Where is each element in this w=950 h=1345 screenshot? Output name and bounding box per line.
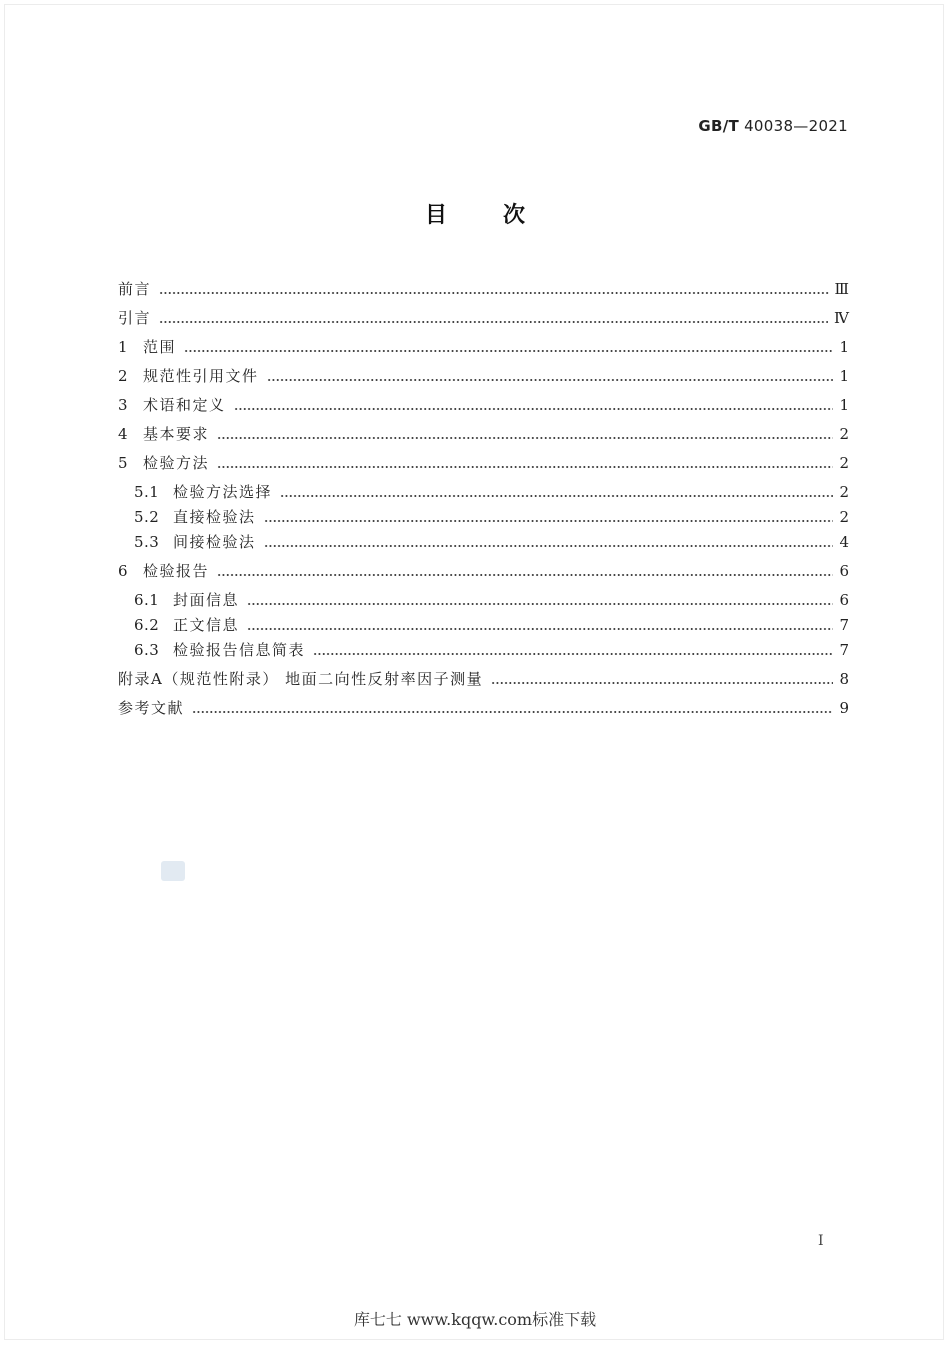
toc-entry-label: 检验方法 <box>143 454 210 472</box>
toc-leader-dots <box>491 669 833 689</box>
toc-entry[interactable] <box>118 698 849 718</box>
toc-entry-page: 2 <box>839 454 849 472</box>
toc-leader-dots <box>313 640 833 660</box>
toc-entry[interactable] <box>118 337 849 357</box>
toc-entry-number: 5.2 <box>134 508 160 526</box>
toc-entry[interactable] <box>118 615 849 635</box>
toc-entry-number: 6.3 <box>134 641 160 659</box>
toc-entry-number: 3 <box>118 396 129 414</box>
toc-entry-label: 规范性引用文件 <box>143 367 259 385</box>
toc-entry-number: 6.1 <box>134 591 160 609</box>
toc-leader-dots <box>234 395 833 415</box>
toc-entry-page: 1 <box>839 396 849 414</box>
toc-entry-number: 5 <box>118 454 129 472</box>
standard-prefix: GB/T <box>698 117 740 135</box>
toc-entry-number: 4 <box>118 425 129 443</box>
toc-entry[interactable] <box>118 453 849 473</box>
toc-entry-label: 检验方法选择 <box>173 483 273 501</box>
toc-entry-number: 6.2 <box>134 616 160 634</box>
toc-entry-page: Ⅳ <box>834 309 849 327</box>
toc-entry[interactable] <box>118 366 849 386</box>
standard-code <box>698 117 848 135</box>
toc-leader-dots <box>184 337 833 357</box>
standard-number: 40038—2021 <box>744 117 848 135</box>
toc-entry-label: 附录A（规范性附录） 地面二向性反射率因子测量 <box>118 670 484 688</box>
toc-entry-label: 直接检验法 <box>173 508 256 526</box>
toc-entry[interactable] <box>118 669 849 689</box>
toc-leader-dots <box>217 561 833 581</box>
toc-leader-dots <box>159 308 828 328</box>
toc-entry-text <box>118 337 176 357</box>
toc-entry-text <box>118 698 184 718</box>
toc-leader-dots <box>217 424 833 444</box>
toc-leader-dots <box>192 698 833 718</box>
toc-leader-dots <box>159 279 829 299</box>
toc-entry-text <box>118 453 209 473</box>
toc-leader-dots <box>264 507 833 527</box>
toc-entry-text <box>118 395 226 415</box>
toc-entry-page: 1 <box>839 367 849 385</box>
toc-entry-page: 2 <box>839 508 849 526</box>
toc-entry[interactable] <box>118 308 849 328</box>
toc-entry-label: 封面信息 <box>173 591 240 609</box>
toc-entry-label: 参考文献 <box>118 699 185 717</box>
toc-entry-text <box>134 640 305 660</box>
toc-leader-dots <box>247 590 833 610</box>
toc-entry-page: 2 <box>839 483 849 501</box>
toc-entry-label: 间接检验法 <box>173 533 256 551</box>
toc-entry-page: 6 <box>839 562 849 580</box>
toc-leader-dots <box>217 453 833 473</box>
toc-entry[interactable] <box>118 532 849 552</box>
toc-entry-text <box>118 279 151 299</box>
toc-entry-label: 基本要求 <box>143 425 210 443</box>
toc-leader-dots <box>247 615 833 635</box>
toc-entry-number: 5.1 <box>134 483 160 501</box>
toc-entry-number: 2 <box>118 367 129 385</box>
toc-entry-label: 范围 <box>143 338 177 356</box>
toc-entry[interactable] <box>118 279 849 299</box>
toc-entry-text <box>118 669 483 689</box>
toc-entry-text <box>134 615 239 635</box>
toc-entry-page: 7 <box>839 616 849 634</box>
toc-entry[interactable] <box>118 561 849 581</box>
toc-entry-text <box>134 532 256 552</box>
toc-entry[interactable] <box>118 424 849 444</box>
page-number: I <box>818 1233 824 1249</box>
toc-entry-text <box>134 590 239 610</box>
toc-entry-page: 6 <box>839 591 849 609</box>
toc-entry-label: 前言 <box>118 280 152 298</box>
toc-entry-number: 5.3 <box>134 533 160 551</box>
toc-title: 目次 <box>424 203 581 228</box>
toc-entry-text <box>118 308 151 328</box>
toc-entry-page: 2 <box>839 425 849 443</box>
toc-entry[interactable] <box>118 395 849 415</box>
toc-entry-label: 检验报告信息简表 <box>173 641 306 659</box>
toc-leader-dots <box>264 532 833 552</box>
toc-entry[interactable] <box>118 482 849 502</box>
toc-entry[interactable] <box>118 640 849 660</box>
toc-entry-number: 1 <box>118 338 129 356</box>
watermark-logo-icon <box>161 861 185 881</box>
toc-entry-label: 检验报告 <box>143 562 210 580</box>
toc-entry-text <box>134 482 272 502</box>
toc-leader-dots <box>280 482 833 502</box>
toc-entry-page: 8 <box>839 670 849 688</box>
toc-entry-page: 1 <box>839 338 849 356</box>
toc-entry-text <box>118 424 209 444</box>
footer-text: 库七七 www.kqqw.com标准下载 <box>353 1310 597 1329</box>
toc-entry-label: 术语和定义 <box>143 396 226 414</box>
toc-leader-dots <box>267 366 833 386</box>
toc-entry-text <box>118 561 209 581</box>
toc-entry-page: Ⅲ <box>834 280 849 298</box>
toc-entry-label: 引言 <box>118 309 152 327</box>
toc-entry[interactable] <box>118 590 849 610</box>
toc-entry-text <box>134 507 256 527</box>
toc-entry[interactable] <box>118 507 849 527</box>
toc-entry-page: 4 <box>839 533 849 551</box>
toc-entry-number: 6 <box>118 562 129 580</box>
toc-entry-page: 9 <box>839 699 849 717</box>
toc-entry-label: 正文信息 <box>173 616 240 634</box>
toc-entry-page: 7 <box>839 641 849 659</box>
toc-entry-text <box>118 366 259 386</box>
